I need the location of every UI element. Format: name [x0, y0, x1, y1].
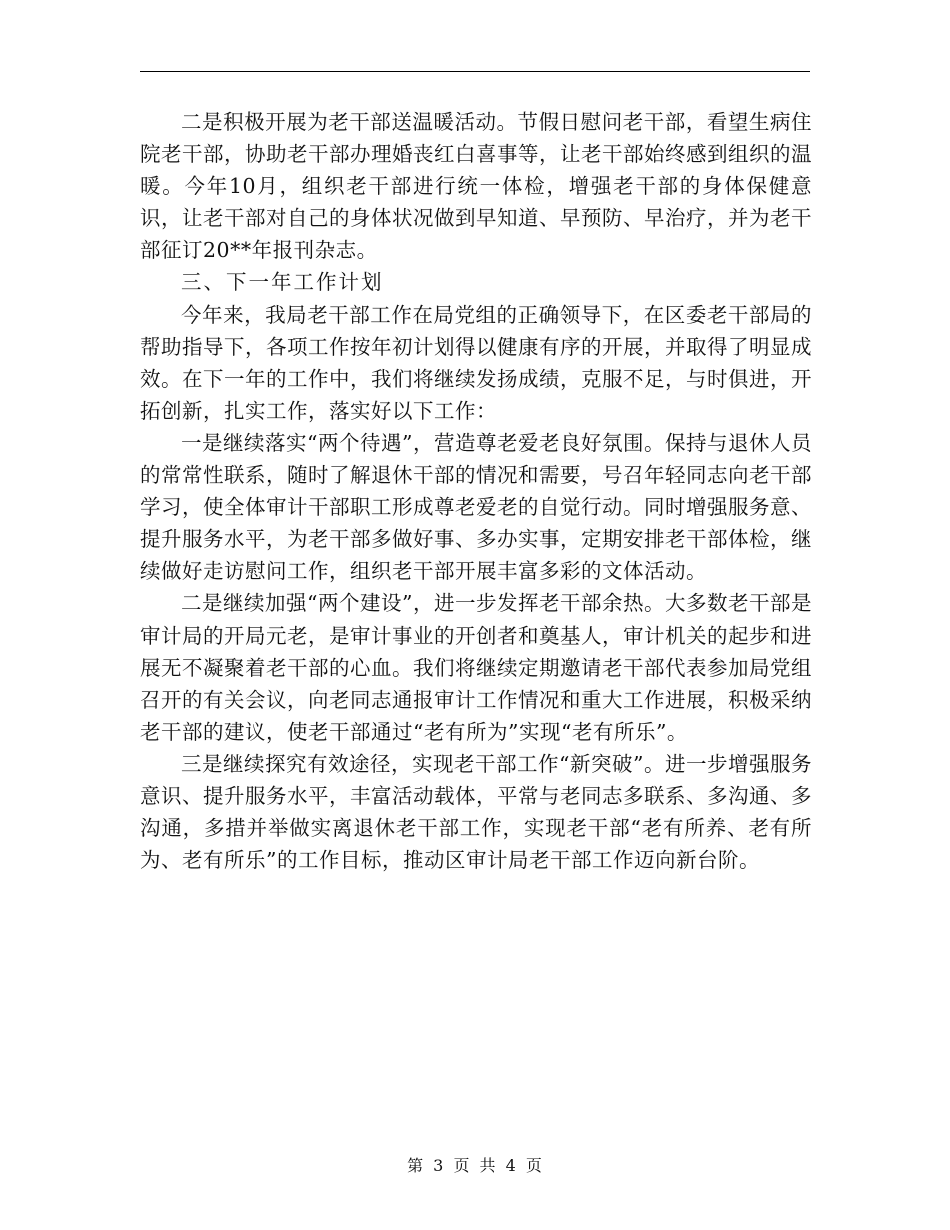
document-body — [140, 106, 812, 876]
page-number-footer: 第 3 页 共 4 页 — [407, 1156, 543, 1175]
paragraph-plan-item-1: 一是继续落实“两个待遇”，营造尊老爱老良好氛围。保持与退休人员的常常性联系，随时了解退休干部的情况和需要，号召年轻同志向老干部学习，使全体审计干部职工形成尊老爱老的自觉行动。同时增强服务意、提升服务水平，为老干部多做好事、多办实事，定期安排老干部体检，继续做好走访慰问工作，组织老干部开展丰富多彩的文体活动。 — [140, 430, 812, 584]
header-rule — [140, 71, 810, 72]
paragraph-warmth-activities: 二是积极开展为老干部送温暖活动。节假日慰问老干部，看望生病住院老干部，协助老干部办理婚丧红白喜事等，让老干部始终感到组织的温暖。今年10月，组织老干部进行统一体检，增强老干部的身体保健意识，让老干部对自己的身体状况做到早知道、早预防、早治疗，并为老干部征订20**年报刊杂志。 — [140, 110, 812, 263]
section-heading-next-year-plan: 三、下一年工作计划 — [181, 270, 384, 295]
paragraph-plan-intro: 今年来，我局老干部工作在局党组的正确领导下，在区委老干部局的帮助指导下，各项工作按年初计划得以健康有序的开展，并取得了明显成效。在下一年的工作中，我们将继续发扬成绩，克服不足，与时俱进，开拓创新，扎实工作，落实好以下工作： — [140, 302, 812, 423]
paragraph-plan-item-2: 二是继续加强“两个建设”，进一步发挥老干部余热。大多数老干部是审计局的开局元老，是审计事业的开创者和奠基人，审计机关的起步和进展无不凝聚着老干部的心血。我们将继续定期邀请老干部代表参加局党组召开的有关会议，向老同志通报审计工作情况和重大工作进展，积极采纳老干部的建议，使老干部通过“老有所为”实现“老有所乐”。 — [140, 591, 812, 744]
paragraph-plan-item-3: 三是继续探究有效途径，实现老干部工作“新突破”。进一步增强服务意识、提升服务水平，丰富活动载体，平常与老同志多联系、多沟通、多沟通，多措并举做实离退休老干部工作，实现老干部“老有所养、老有所为、老有所乐”的工作目标，推动区审计局老干部工作迈向新台阶。 — [140, 751, 812, 873]
